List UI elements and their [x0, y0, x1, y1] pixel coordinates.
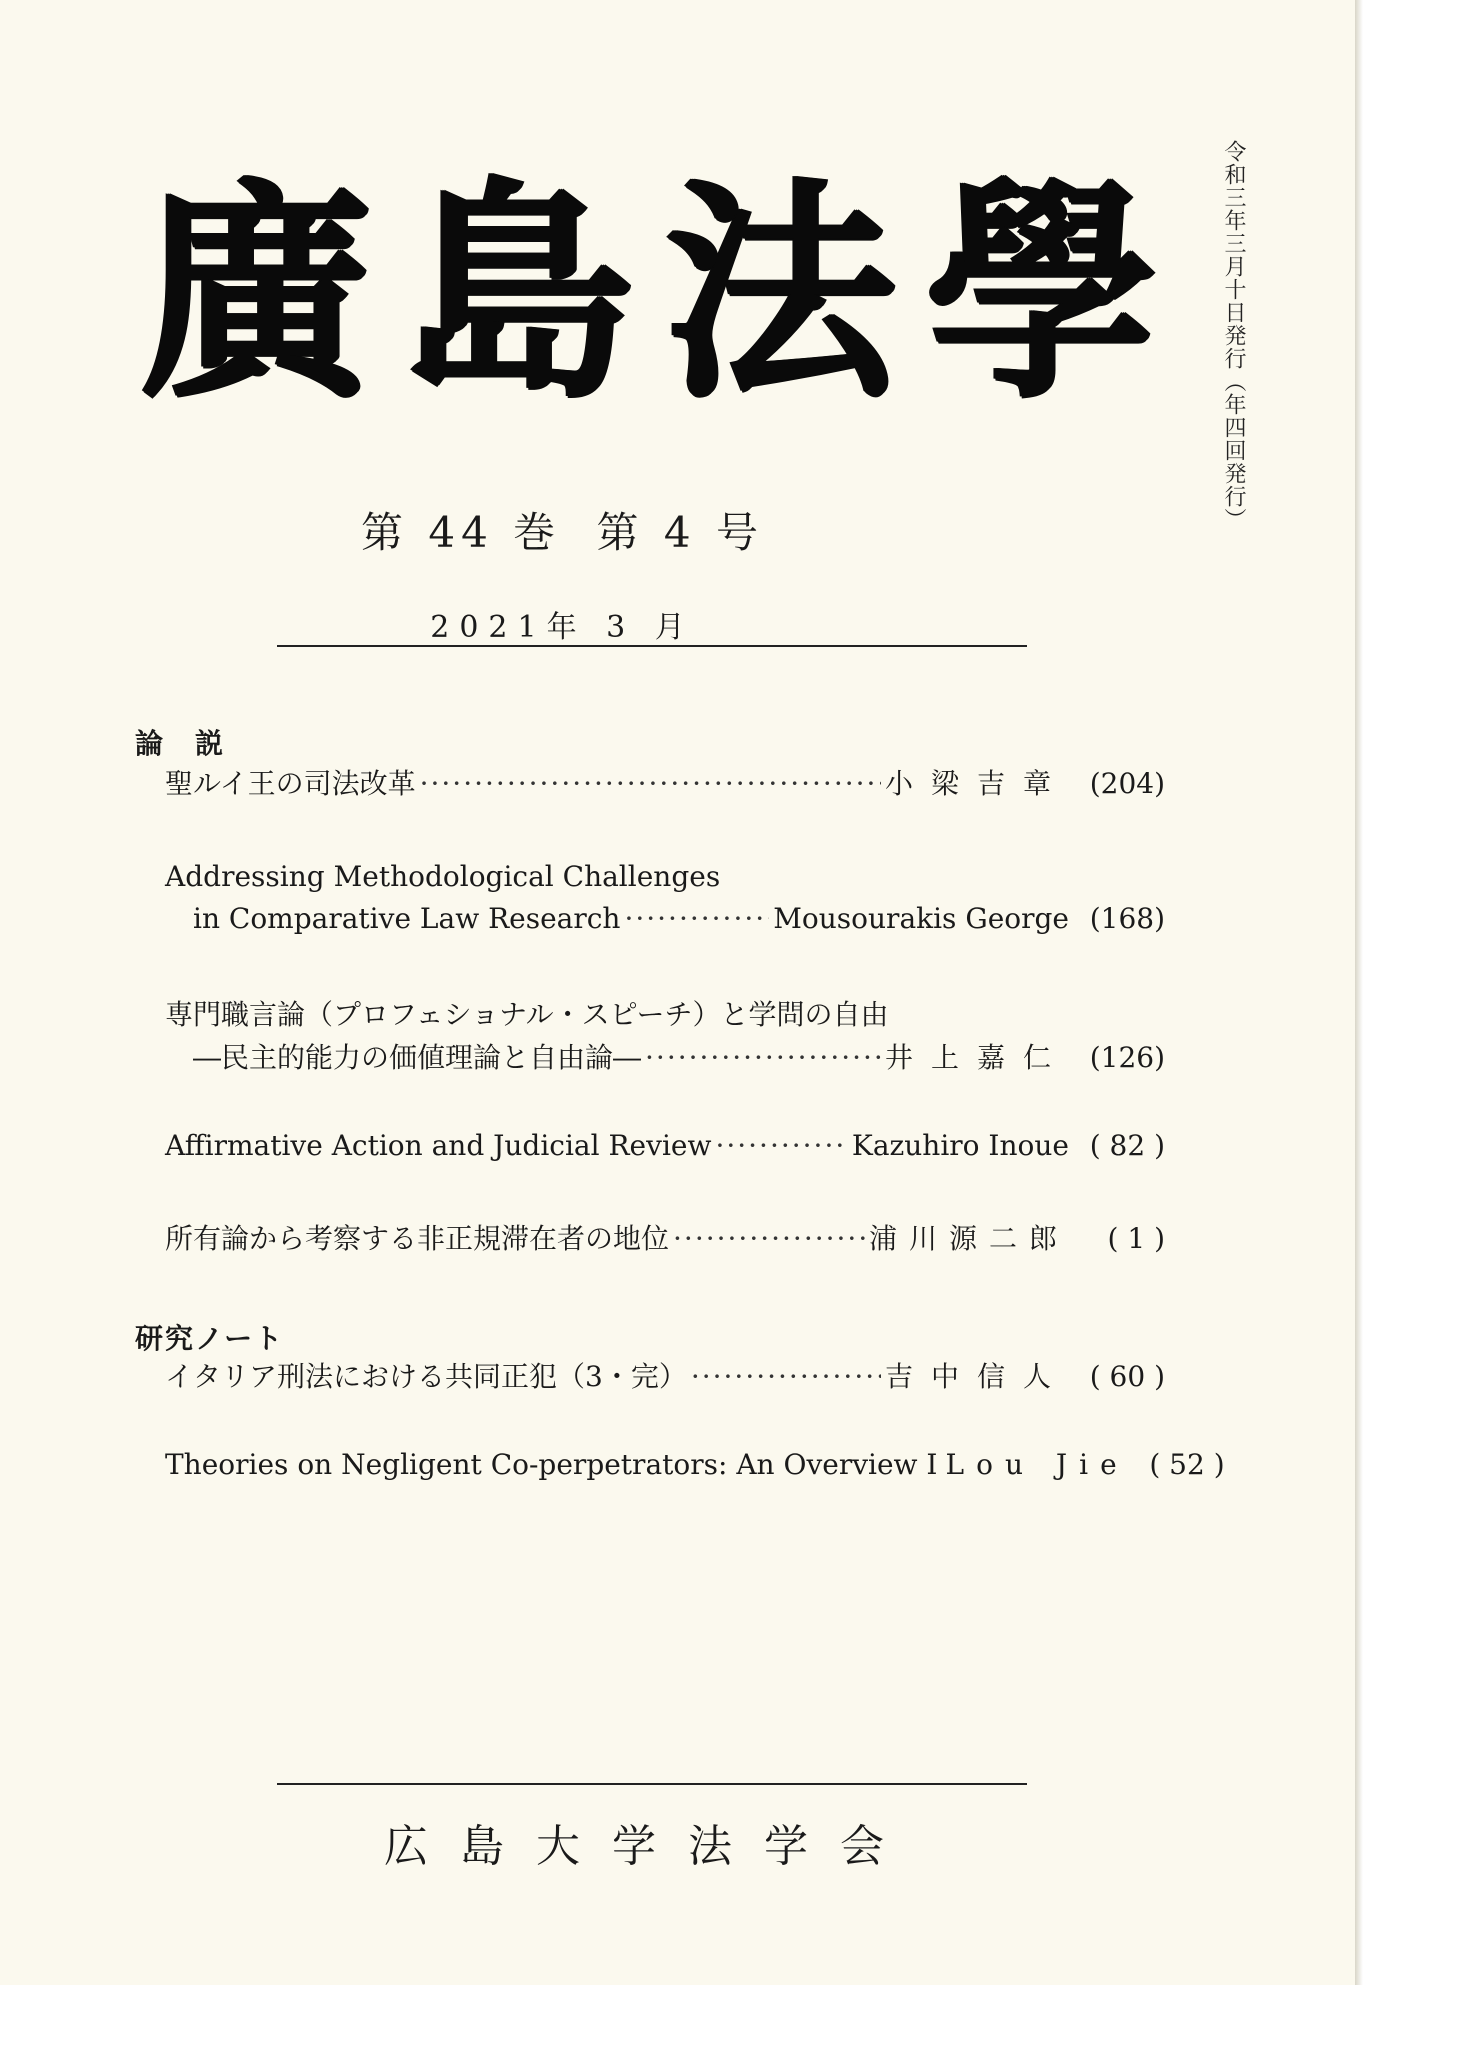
- entry-page: (168): [1089, 902, 1165, 935]
- issue-date: 2021年 3 月: [430, 610, 695, 645]
- toc-entry: [165, 1355, 1165, 1395]
- entry-page: ( 60 ): [1089, 1360, 1165, 1393]
- toc-entry: [165, 762, 1165, 802]
- leader-dots: [715, 1129, 847, 1162]
- entry-author: 浦川源二郎: [868, 1222, 1069, 1255]
- section-heading-research-notes: 研究ノート: [135, 1322, 285, 1355]
- leader-dots: [691, 1360, 881, 1393]
- toc-entry: [193, 1036, 1165, 1076]
- entry-author: Mousourakis George: [773, 902, 1069, 935]
- leader-dots: [645, 1041, 881, 1074]
- entry-title: 所有論から考察する非正規滞在者の地位: [165, 1222, 670, 1255]
- leader-dots: [673, 1222, 865, 1255]
- header-divider: [277, 645, 1027, 647]
- entry-author: 井上嘉仁: [884, 1041, 1069, 1074]
- entry-title: Affirmative Action and Judicial Review: [165, 1129, 712, 1162]
- entry-page: ( 1 ): [1107, 1222, 1165, 1255]
- entry-title: イタリア刑法における共同正犯（3・完）: [165, 1360, 687, 1393]
- publisher-name: 広島大学法学会: [384, 1821, 916, 1872]
- entry-author: Lou Jie: [945, 1448, 1129, 1481]
- entry-author: Kazuhiro Inoue: [851, 1129, 1069, 1162]
- toc-entry: [165, 1448, 1225, 1488]
- entry-title: in Comparative Law Research: [193, 902, 621, 935]
- volume-label: 第 44 巻: [361, 508, 562, 557]
- journal-title: 廣島法學: [140, 156, 1189, 429]
- leader-dots: [420, 767, 881, 800]
- entry-page: ( 52 ): [1149, 1448, 1225, 1481]
- entry-title: 聖ルイ王の司法改革: [165, 767, 416, 800]
- section-heading-articles: 論 説: [135, 727, 226, 760]
- entry-title-line1: 専門職言論（プロフェショナル・スピーチ）と学問の自由: [165, 998, 889, 1031]
- volume-number: [0, 500, 1125, 560]
- entry-title: Theories on Negligent Co-perpetrators: An Overview I: [165, 1448, 938, 1481]
- entry-author: 吉中信人: [884, 1360, 1069, 1393]
- cover-edge-shadow: [1355, 0, 1363, 1985]
- entry-page: ( 82 ): [1089, 1129, 1165, 1162]
- entry-title: ―民主的能力の価値理論と自由論―: [193, 1041, 642, 1074]
- issue-label: 第 4 号: [596, 508, 764, 557]
- publication-side-note: 令和三年三月十日発行（年四回発行）: [1221, 140, 1246, 531]
- entry-title-line1: Addressing Methodological Challenges: [165, 860, 721, 893]
- leader-dots: [624, 902, 769, 935]
- footer-divider: [277, 1783, 1027, 1785]
- toc-entry: [165, 1129, 1165, 1169]
- entry-page: (204): [1089, 767, 1165, 800]
- toc-entry: [165, 1217, 1165, 1257]
- entry-author: 小梁吉章: [884, 767, 1069, 800]
- entry-page: (126): [1089, 1041, 1165, 1074]
- toc-entry: [193, 902, 1165, 942]
